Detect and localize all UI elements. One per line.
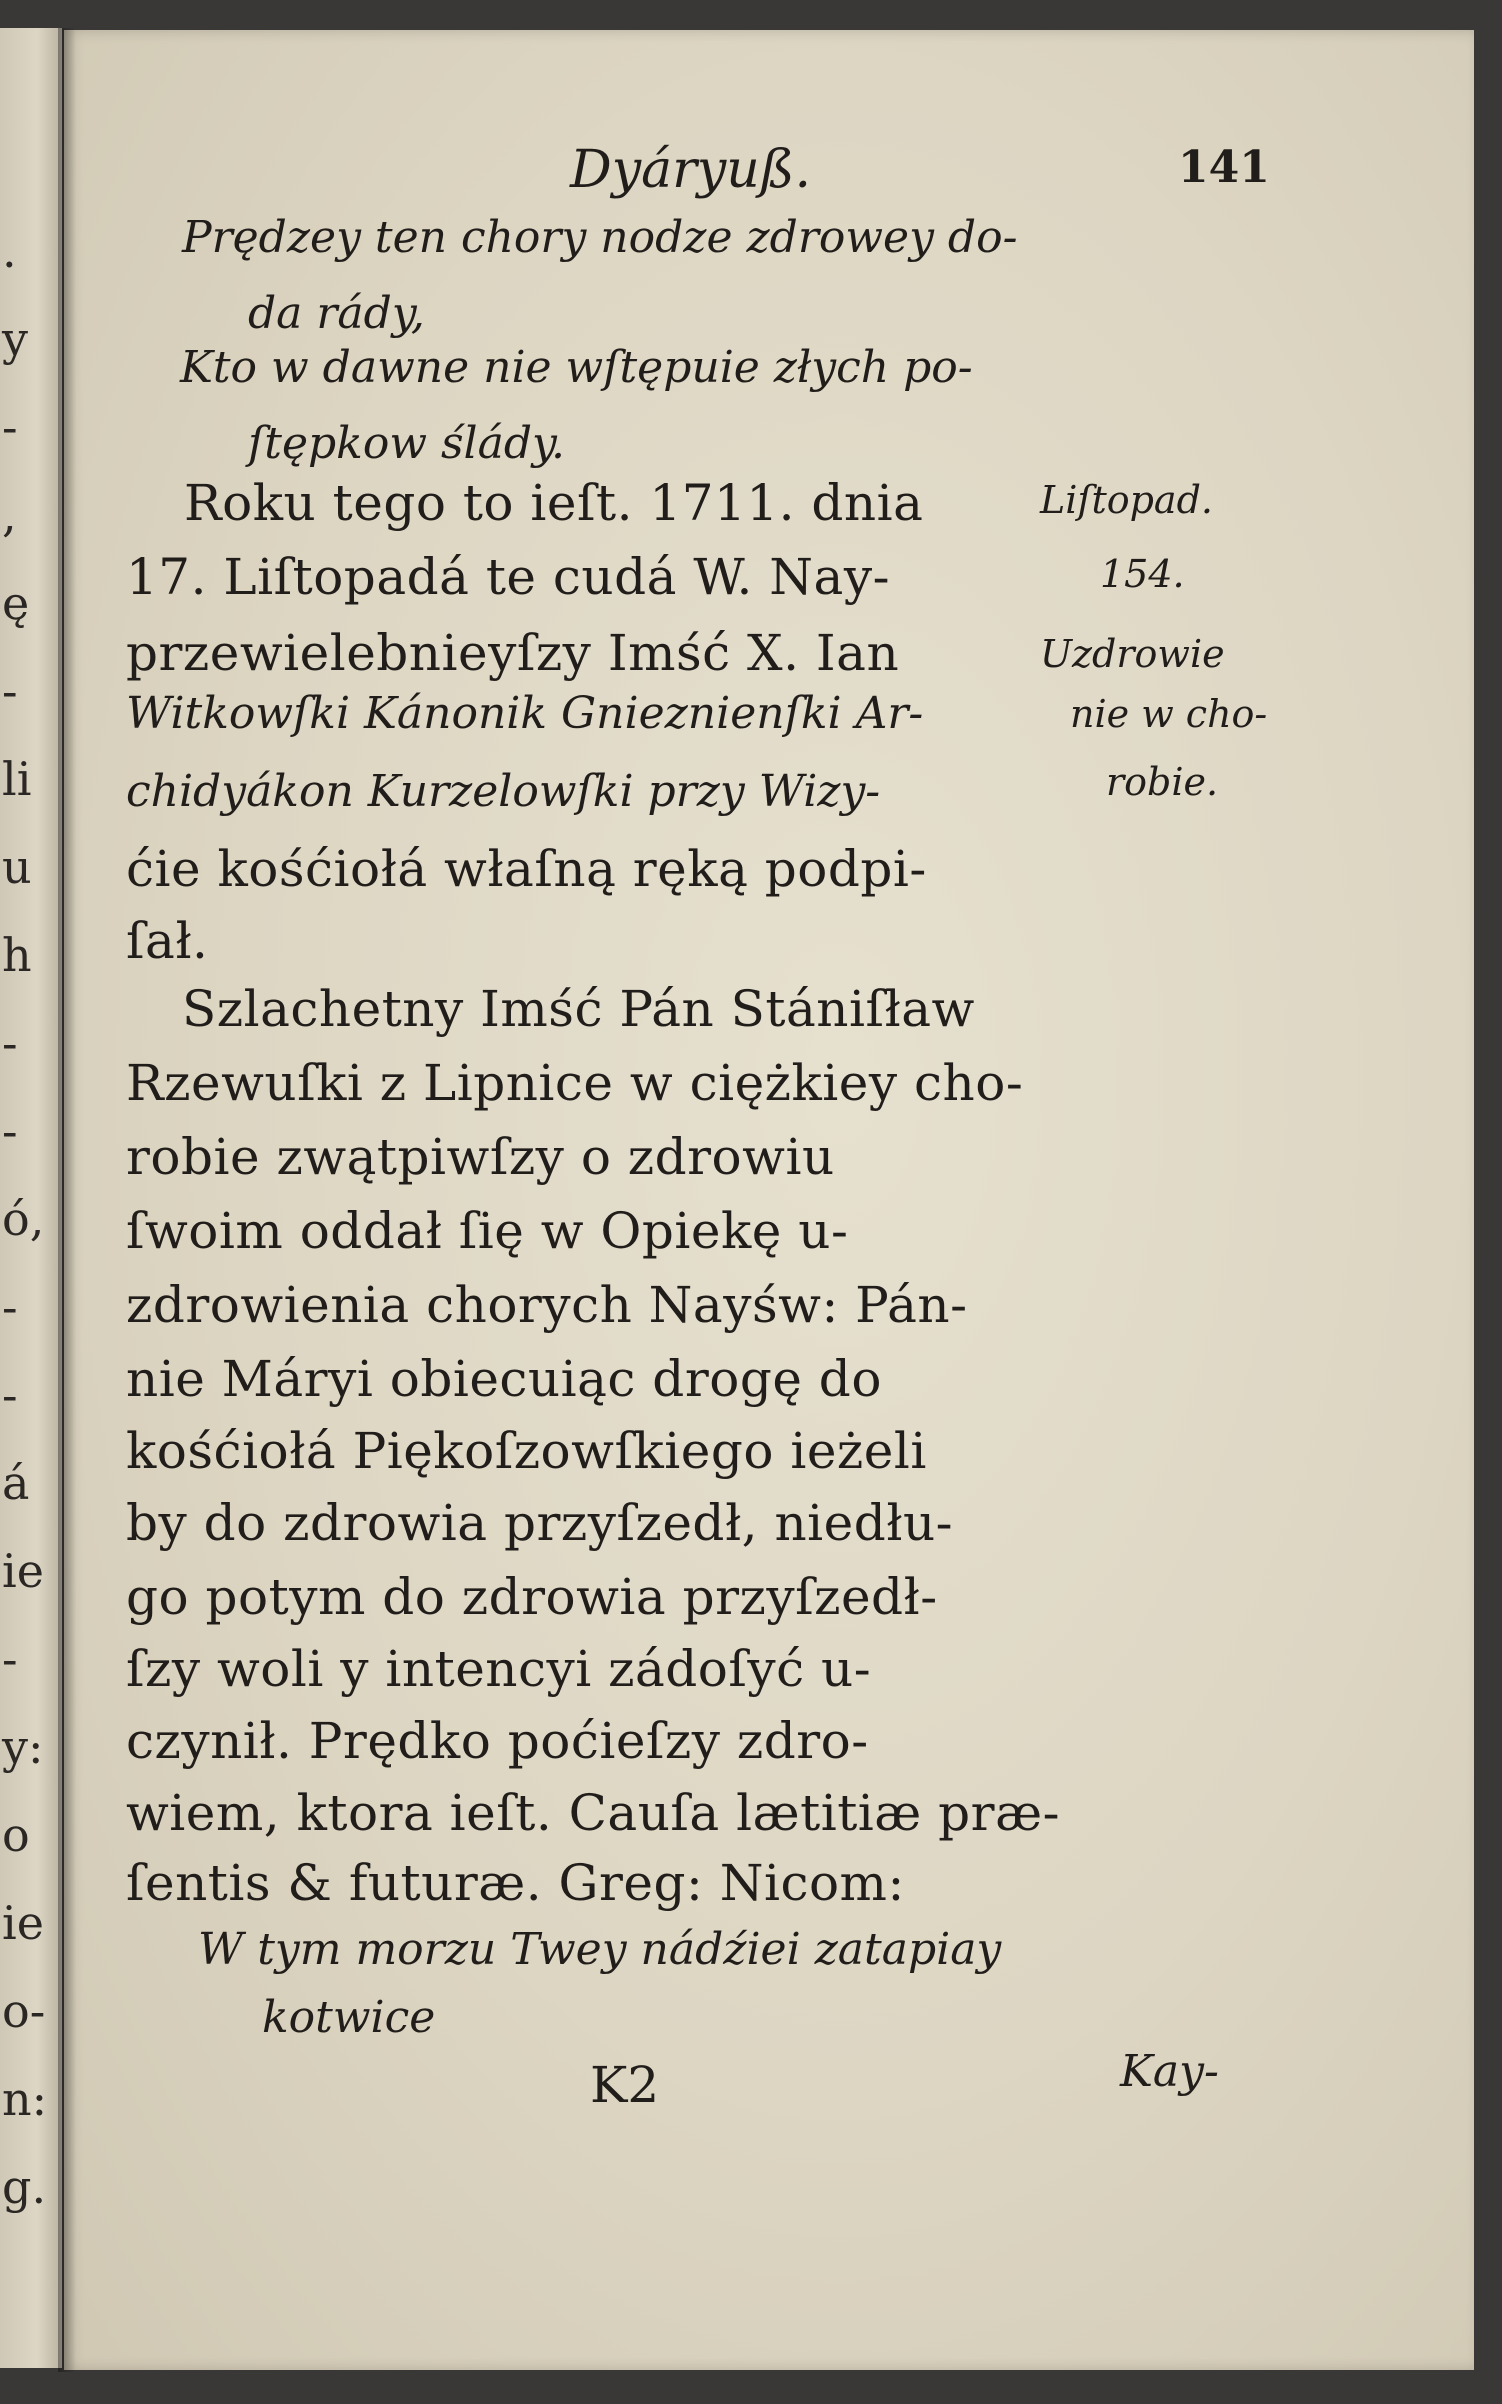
running-title: Dyáryuß. — [570, 140, 812, 200]
catchword: Kay- — [1120, 2046, 1219, 2097]
para1-line: chidyákon Kurzelowſki przy Wizy- — [126, 766, 881, 817]
page-number: 141 — [1178, 142, 1270, 193]
para1-line: ſał. — [126, 912, 209, 970]
gutter-shadow — [58, 28, 76, 2372]
para2-line: by do zdrowia przyſzedł, niedłu- — [126, 1494, 954, 1552]
para2-line: wiem, ktora ieſt. Cauſa lætitiæ præ- — [126, 1784, 1060, 1842]
margin-note-date: Liſtopad. — [1040, 478, 1213, 522]
para2-line: czynił. Prędko poćieſzy zdro- — [126, 1712, 869, 1770]
para1-line: przewielebnieyſzy Imść X. Ian — [126, 624, 900, 682]
prev-page-fragment: ę — [2, 576, 30, 630]
prev-page-fragment: ie — [2, 1544, 44, 1598]
prev-page-fragment: . — [2, 224, 17, 278]
margin-note-date-number: 154. — [1100, 552, 1185, 596]
para2-line: robie zwątpiwſzy o zdrowiu — [126, 1128, 835, 1186]
prev-page-fragment: ie — [2, 1896, 44, 1950]
prev-page-fragment: g. — [2, 2160, 47, 2214]
prev-page-fragment: n: — [2, 2072, 48, 2126]
para2-line: ſzy woli y intencyi zádoſyć u- — [126, 1640, 872, 1698]
verse2-line: W tym morzu Twey nádźiei zatapiay — [198, 1924, 1002, 1975]
verse2-line: kotwice — [262, 1992, 436, 2043]
para2-line: kośćiołá Piękoſzowſkiego ieżeli — [126, 1422, 927, 1480]
prev-page-fragment: o- — [2, 1984, 46, 2038]
prev-page-fragment: ó, — [2, 1192, 45, 1246]
prev-page-fragment: li — [2, 752, 32, 806]
para2-line: Szlachetny Imść Pán Stániſław — [182, 980, 975, 1038]
prev-page-fragment: y: — [2, 1720, 44, 1774]
prev-page-fragment: - — [2, 1632, 18, 1686]
margin-note-subject: nie w cho- — [1070, 692, 1268, 736]
prev-page-fragment: h — [2, 928, 32, 982]
prev-page-fragment: , — [2, 488, 17, 542]
prev-page-fragment: - — [2, 400, 18, 454]
prev-page-fragment: u — [2, 840, 32, 894]
prev-page-fragment: á — [2, 1456, 30, 1510]
para1-line: Witkowſki Kánonik Gnieznienſki Ar- — [126, 688, 924, 739]
verse1-line: ſtępkow ślády. — [248, 418, 566, 469]
prev-page-fragment: - — [2, 664, 18, 718]
para2-line: ſwoim oddał ſię w Opiekę u- — [126, 1202, 849, 1260]
para2-line: zdrowienia chorych Nayśw: Pán- — [126, 1276, 968, 1334]
prev-page-fragment: o — [2, 1808, 30, 1862]
prev-page-fragment: - — [2, 1368, 18, 1422]
previous-page-edge — [0, 28, 62, 2368]
para1-line: ćie kośćiołá właſną ręką podpi- — [126, 840, 927, 898]
prev-page-fragment: - — [2, 1016, 18, 1070]
para2-line: go potym do zdrowia przyſzedł- — [126, 1568, 938, 1626]
verse1-line: Prędzey ten chory nodze zdrowey do- — [182, 212, 1018, 263]
para1-line: Roku tego to ieſt. 1711. dnia — [184, 474, 924, 532]
prev-page-fragment: - — [2, 1280, 18, 1334]
signature-mark: K2 — [590, 2056, 660, 2114]
verse1-line: Kto w dawne nie wſtępuie złych po- — [180, 342, 973, 393]
prev-page-fragment: y — [2, 312, 28, 366]
para2-line: nie Máryi obiecuiąc drogę do — [126, 1350, 882, 1408]
para1-line: 17. Liſtopadá te cudá W. Nay- — [126, 548, 890, 606]
para2-line: ſentis & futuræ. Greg: Nicom: — [126, 1854, 905, 1912]
para2-line: Rzewuſki z Lipnice w ciężkiey cho- — [126, 1054, 1024, 1112]
prev-page-fragment: - — [2, 1104, 18, 1158]
margin-note-subject: Uzdrowie — [1040, 632, 1225, 676]
verse1-line: da rády, — [248, 288, 425, 339]
margin-note-subject: robie. — [1106, 760, 1219, 804]
